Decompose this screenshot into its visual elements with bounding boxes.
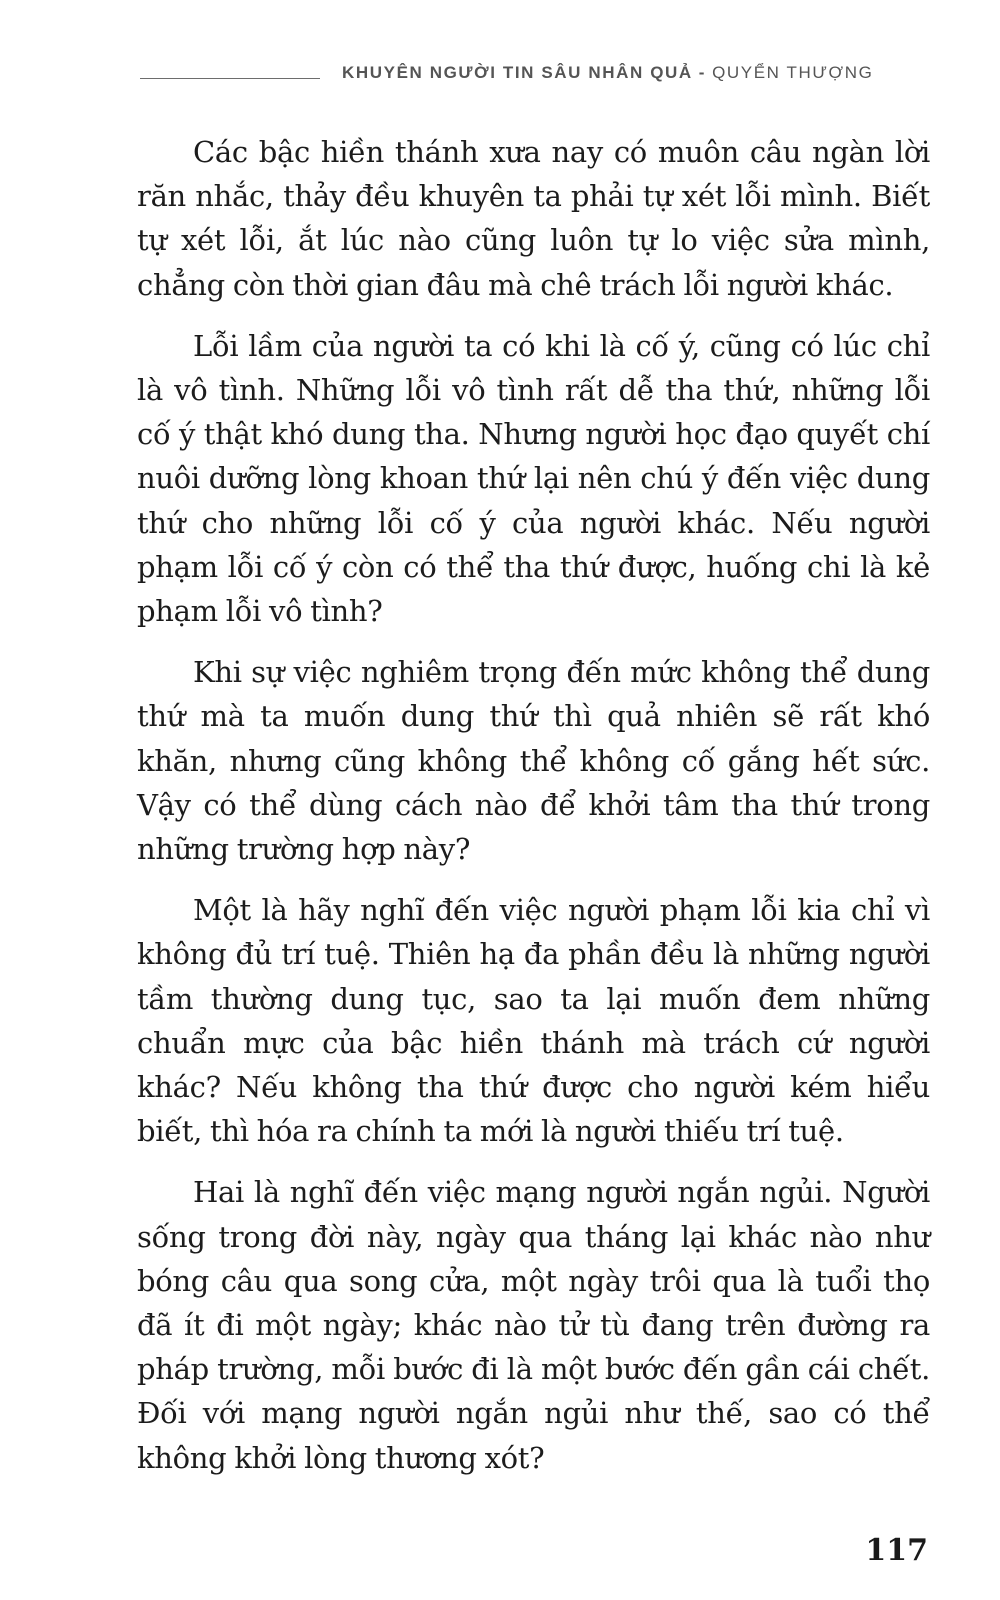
header-text bbox=[342, 63, 873, 83]
paragraph-2: Lỗi lầm của người ta có khi là cố ý, cũng có lúc chỉ là vô tình. Những lỗi vô tình rất dễ tha thứ, những lỗi cố ý thật khó dung tha. Nhưng người học đạo quyết chí nuôi dưỡng lòng khoan thứ lại nên chú ý đến việc dung thứ cho những lỗi cố ý của người khác. Nếu người phạm lỗi cố ý còn có thể tha thứ được, huống chi là kẻ phạm lỗi vô tình? bbox=[137, 328, 930, 629]
paragraph-4: Một là hãy nghĩ đến việc người phạm lỗi kia chỉ vì không đủ trí tuệ. Thiên hạ đa phần đều là những người tầm thường dung tục, sao ta lại muốn đem những chuẩn mực của bậc hiền thánh mà trách cứ người khác? Nếu không tha thứ được cho người kém hiểu biết, thì hóa ra chính ta mới là người thiếu trí tuệ. bbox=[137, 893, 930, 1149]
volume-title: QUYỂN THƯỢNG bbox=[712, 63, 874, 82]
paragraph-1: Các bậc hiền thánh xưa nay có muôn câu ngàn lời răn nhắc, thảy đều khuyên ta phải tự xét lỗi mình. Biết tự xét lỗi, ắt lúc nào cũng luôn tự lo việc sửa mình, chẳng còn thời gian đâu mà chê trách lỗi người khác. bbox=[137, 135, 930, 302]
book-title: KHUYÊN NGƯỜI TIN SÂU NHÂN QUẢ bbox=[342, 63, 693, 82]
paragraph-3: Khi sự việc nghiêm trọng đến mức không thể dung thứ mà ta muốn dung thứ thì quả nhiên sẽ rất khó khăn, nhưng cũng không thể không cố gắng hết sức. Vậy có thể dùng cách nào để khởi tâm tha thứ trong những trường hợp này? bbox=[137, 655, 930, 867]
header-separator: - bbox=[698, 63, 707, 82]
paragraph-5: Hai là nghĩ đến việc mạng người ngắn ngủi. Người sống trong đời này, ngày qua tháng lại khác nào như bóng câu qua song cửa, một ngày trôi qua là tuổi thọ đã ít đi một ngày; khác nào tử tù đang trên đường ra pháp trường, mỗi bước đi là một bước đến gần cái chết. Đối với mạng người ngắn ngủi như thế, sao có thể không khởi lòng thương xót? bbox=[137, 1175, 930, 1475]
body-text bbox=[137, 130, 930, 1497]
page-number: 117 bbox=[865, 1533, 928, 1568]
header-rule bbox=[140, 78, 320, 79]
running-header bbox=[140, 58, 930, 88]
